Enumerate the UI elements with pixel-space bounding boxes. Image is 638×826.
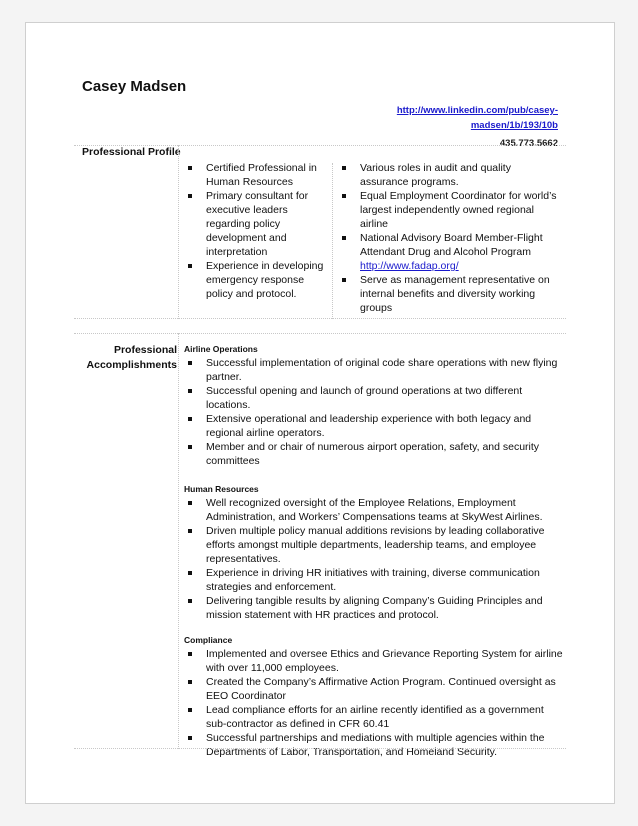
accomplishments-label xyxy=(74,343,177,373)
human-resources-group xyxy=(184,483,564,622)
list-item: Primary consultant for executive leaders regarding policy development and interpretation xyxy=(184,189,328,259)
airline-operations-group xyxy=(184,343,564,468)
phone-number: 435.773.5662 xyxy=(499,138,558,149)
list-item: Experience in developing emergency response policy and protocol. xyxy=(184,259,328,301)
list-item: Certified Professional in Human Resources xyxy=(184,161,328,189)
fadap-link[interactable]: http://www.fadap.org/ xyxy=(360,260,459,272)
list-item: Successful implementation of original code share operations with new flying partner. xyxy=(184,356,564,384)
list-item: Delivering tangible results by aligning Company’s Guiding Principles and mission statement with HR practices and protocol. xyxy=(184,594,564,622)
compliance-group xyxy=(184,634,564,759)
list-item: Member and or chair of numerous airport operation, safety, and security committees xyxy=(184,440,564,468)
list-item: Driven multiple policy manual additions revisions by leading collaborative efforts amongst multiple departments, leadership teams, and employee representatives. xyxy=(184,524,564,566)
airline-operations-heading: Airline Operations xyxy=(184,344,258,354)
candidate-name: Casey Madsen xyxy=(82,78,187,95)
profile-label: Professional Profile xyxy=(82,146,181,158)
profile-column-left xyxy=(184,161,328,301)
list-item: Extensive operational and leadership experience with both legacy and regional airline operators. xyxy=(184,412,564,440)
list-item: Equal Employment Coordinator for world’s largest independently owned regional airline xyxy=(338,189,560,231)
section-divider xyxy=(74,318,566,319)
resume-page xyxy=(25,22,615,804)
linkedin-link[interactable] xyxy=(397,105,558,131)
column-divider xyxy=(332,163,333,319)
list-item: Well recognized oversight of the Employee Relations, Employment Administration, and Workers’ Compensations teams at SkyWest Airlines. xyxy=(184,496,564,524)
column-divider xyxy=(178,145,179,319)
fadap-text: National Advisory Board Member-Flight Attendant Drug and Alcohol Program xyxy=(360,232,543,258)
accomplishments-label-line-1: Professional xyxy=(113,344,177,356)
list-item: Created the Company’s Affirmative Action Program. Continued oversight as EEO Coordinator xyxy=(184,675,564,703)
list-item: Implemented and oversee Ethics and Grievance Reporting System for airline with over 11,000 employees. xyxy=(184,647,564,675)
section-divider xyxy=(74,748,566,749)
list-item: Successful partnerships and mediations with multiple agencies within the Departments of Labor, Transportation, and Homeland Security. xyxy=(184,731,564,759)
accomplishments-section xyxy=(74,333,566,758)
list-item: Lead compliance efforts for an airline recently identified as a government sub-contractor as defined in CFR 60.41 xyxy=(184,703,564,731)
compliance-heading: Compliance xyxy=(184,635,233,645)
profile-section xyxy=(74,145,566,319)
list-item: Successful opening and launch of ground operations at two different locations. xyxy=(184,384,564,412)
list-item xyxy=(338,231,560,273)
accomplishments-label-line-2: Accomplishments xyxy=(86,359,177,371)
contact-block xyxy=(338,103,558,151)
human-resources-heading: Human Resources xyxy=(184,484,259,494)
linkedin-line-2: madsen/1b/193/10b xyxy=(470,120,558,131)
section-divider xyxy=(74,333,566,334)
profile-column-right xyxy=(338,161,560,315)
list-item: Experience in driving HR initiatives with training, diverse communication strategies and enforcement. xyxy=(184,566,564,594)
list-item: Various roles in audit and quality assurance programs. xyxy=(338,161,560,189)
column-divider xyxy=(178,333,179,749)
linkedin-line-1: http://www.linkedin.com/pub/casey- xyxy=(396,105,558,116)
list-item: Serve as management representative on internal benefits and diversity working groups xyxy=(338,273,560,315)
